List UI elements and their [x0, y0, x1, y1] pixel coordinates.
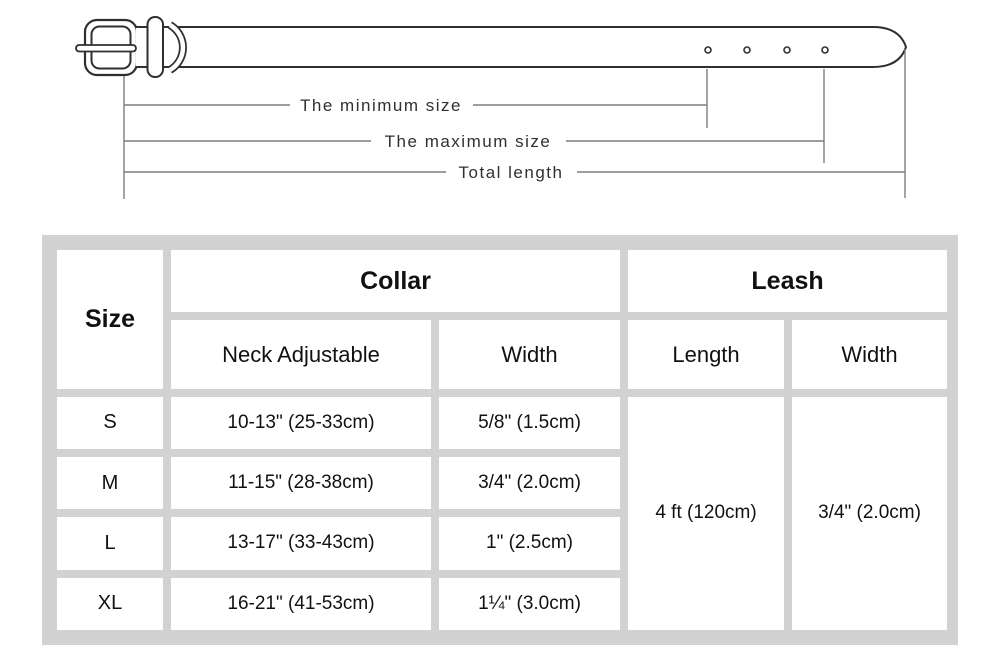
belt-hole [705, 47, 711, 53]
subheader-collar-width: Width [439, 320, 620, 388]
table-row [57, 397, 947, 449]
subheader-leash-length: Length [628, 320, 784, 388]
cell-xl-collar-width: 1¼" (3.0cm) [439, 578, 620, 630]
cell-leash-length: 4 ft (120cm) [628, 397, 784, 630]
cell-m-collar-width: 3/4" (2.0cm) [439, 457, 620, 509]
cell-size-l: L [57, 517, 163, 569]
belt-hole [822, 47, 828, 53]
label-minimum-size: The minimum size [300, 96, 462, 115]
header-leash: Leash [628, 250, 947, 312]
cell-s-collar-width: 5/8" (1.5cm) [439, 397, 620, 449]
belt-strap [136, 27, 906, 67]
subheader-leash-width: Width [792, 320, 947, 388]
header-size: Size [57, 250, 163, 389]
belt-hole [784, 47, 790, 53]
cell-m-neck: 11-15" (28-38cm) [171, 457, 431, 509]
buckle-prong [76, 45, 136, 52]
header-collar: Collar [171, 250, 620, 312]
cell-l-neck: 13-17" (33-43cm) [171, 517, 431, 569]
belt-hole [744, 47, 750, 53]
collar-diagram-svg [0, 0, 1000, 218]
cell-size-xl: XL [57, 578, 163, 630]
cell-size-m: M [57, 457, 163, 509]
cell-l-collar-width: 1" (2.5cm) [439, 517, 620, 569]
size-chart-frame [42, 235, 958, 645]
label-total-length: Total length [458, 163, 564, 182]
cell-s-neck: 10-13" (25-33cm) [171, 397, 431, 449]
belt-keeper [148, 17, 164, 77]
collar-measurement-diagram [0, 0, 1000, 218]
label-maximum-size: The maximum size [384, 132, 552, 151]
cell-leash-width: 3/4" (2.0cm) [792, 397, 947, 630]
size-chart-table [49, 242, 955, 638]
subheader-neck-adjustable: Neck Adjustable [171, 320, 431, 388]
cell-xl-neck: 16-21" (41-53cm) [171, 578, 431, 630]
cell-size-s: S [57, 397, 163, 449]
